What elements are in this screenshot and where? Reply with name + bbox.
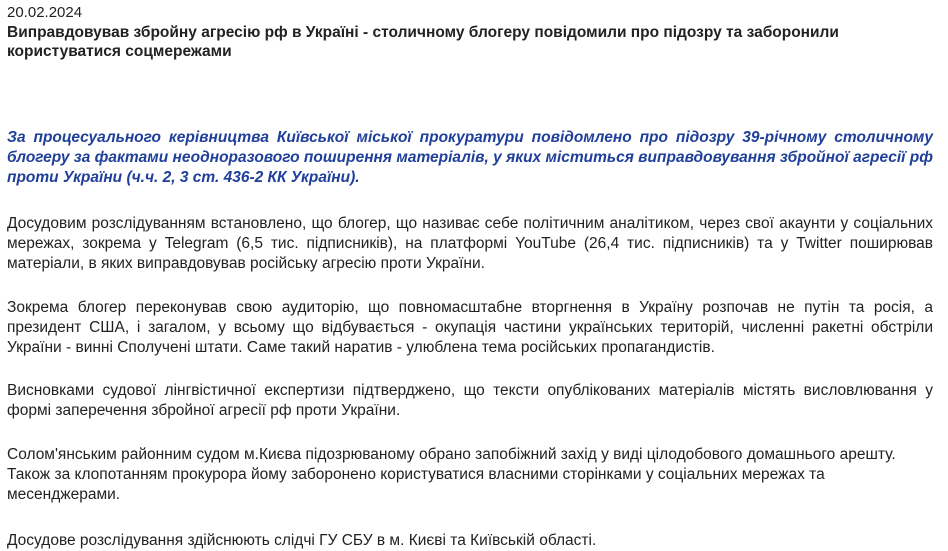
article-headline: Виправдовував збройну агресію рф в Україні - столичному блогеру повідомили про підозру та заборонили користуватися соцмережами bbox=[7, 24, 839, 60]
article-lead: За процесуального керівництва Київської міської прокуратури повідомлено про підозру 39-річному столичному блогеру за фактами неодноразового поширення матеріалів, у яких міститься виправдовування збройної агресії рф проти України (ч.ч. 2, 3 ст. 436-2 КК України). bbox=[7, 129, 933, 186]
publication-date: 20.02.2024 bbox=[7, 4, 83, 21]
article-paragraph: Досудове розслідування здійснюють слідчі ГУ СБУ в м. Києві та Київській області. bbox=[7, 532, 597, 549]
article-paragraph: Зокрема блогер переконував свою аудиторію, що повномасштабне вторгнення в Україну розпочав не путін та росія, а президент США, і загалом, у всьому що відбувається - окупація частини українських територій, численні ракетні обстріли України - винні Сполучені штати. Саме такий наратив - улюблена тема російських пропагандистів. bbox=[7, 299, 933, 356]
article-paragraph: Досудовим розслідуванням встановлено, що блогер, що називає себе політичним аналітиком, через свої акаунти у соціальних мережах, зокрема у Telegram (6,5 тис. підписників), на платформі YouTube (26,4 тис. підписників) та у Twitter поширював матеріали, в яких виправдовував російську агресію проти України. bbox=[7, 215, 933, 272]
news-article bbox=[7, 4, 933, 551]
article-paragraph: Висновками судової лінгвістичної експертизи підтверджено, що тексти опублікованих матеріалів містять висловлювання у формі заперечення збройної агресії рф проти України. bbox=[7, 382, 933, 419]
article-paragraph: Солом'янським районним судом м.Києва підозрюваному обрано запобіжний захід у виді цілодобового домашнього арешту. Також за клопотанням прокурора йому заборонено користуватися власними сторінками у соціальних мережах та месенджерами. bbox=[7, 446, 896, 503]
